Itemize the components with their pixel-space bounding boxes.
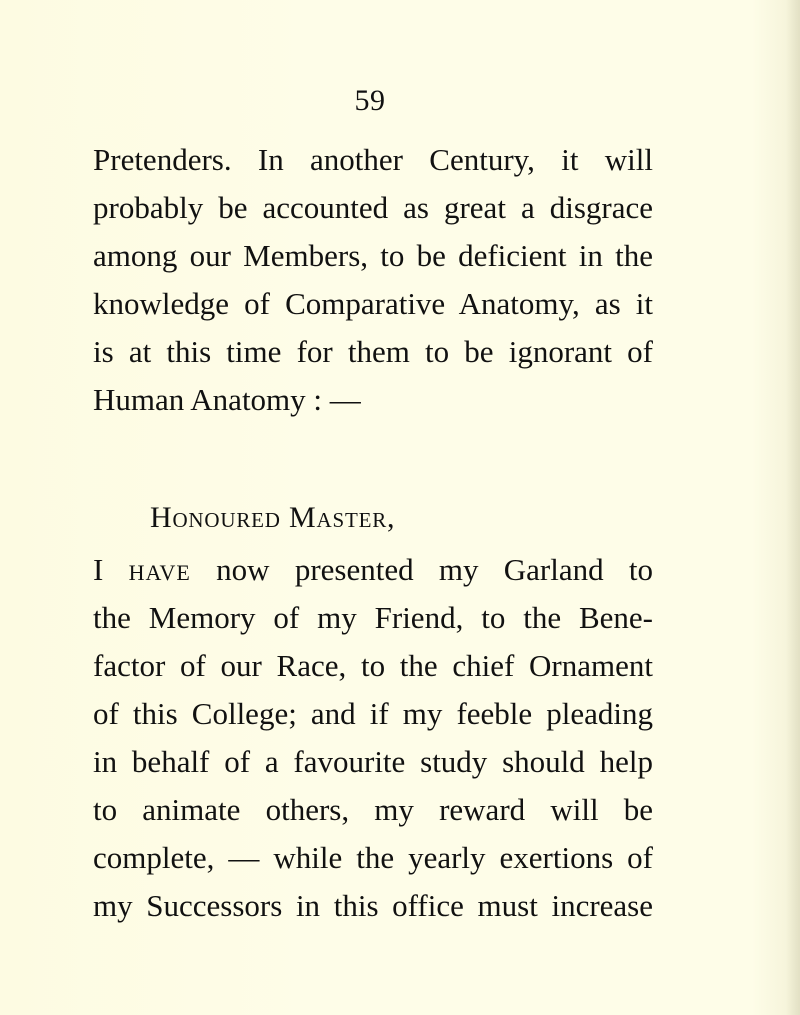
text-line: my Successors in this office must increase	[93, 888, 653, 923]
opening-word: I	[93, 552, 104, 587]
text-line: complete, — while the yearly exertions of	[93, 840, 653, 875]
text-line: Human Anatomy : —	[93, 382, 361, 417]
text-line: probably be accounted as great a disgrace	[93, 190, 653, 225]
text-line: of this College; and if my feeble pleading	[93, 696, 653, 731]
text-line: is at this time for them to be ignorant of	[93, 334, 653, 369]
text-line-first	[93, 546, 653, 594]
page-number: 59	[354, 84, 386, 117]
text-line: knowledge of Comparative Anatomy, as it	[93, 286, 653, 321]
text-line: to animate others, my reward will be	[93, 792, 653, 827]
text-line: among our Members, to be deficient in the	[93, 238, 653, 273]
salutation-heading: Honoured Master,	[150, 501, 396, 534]
text-line: the Memory of my Friend, to the Bene-	[93, 600, 653, 635]
paragraph-pretenders	[93, 136, 653, 424]
text-line: in behalf of a favourite study should help	[93, 744, 653, 779]
opening-word-smallcaps: have	[128, 552, 191, 587]
text-line: Pretenders. In another Century, it will	[93, 142, 653, 177]
page-edge-shadow	[786, 0, 800, 1015]
paragraph-garland	[93, 546, 653, 930]
text-line-rest: now presented my Garland to	[216, 552, 654, 587]
text-line: factor of our Race, to the chief Ornament	[93, 648, 653, 683]
